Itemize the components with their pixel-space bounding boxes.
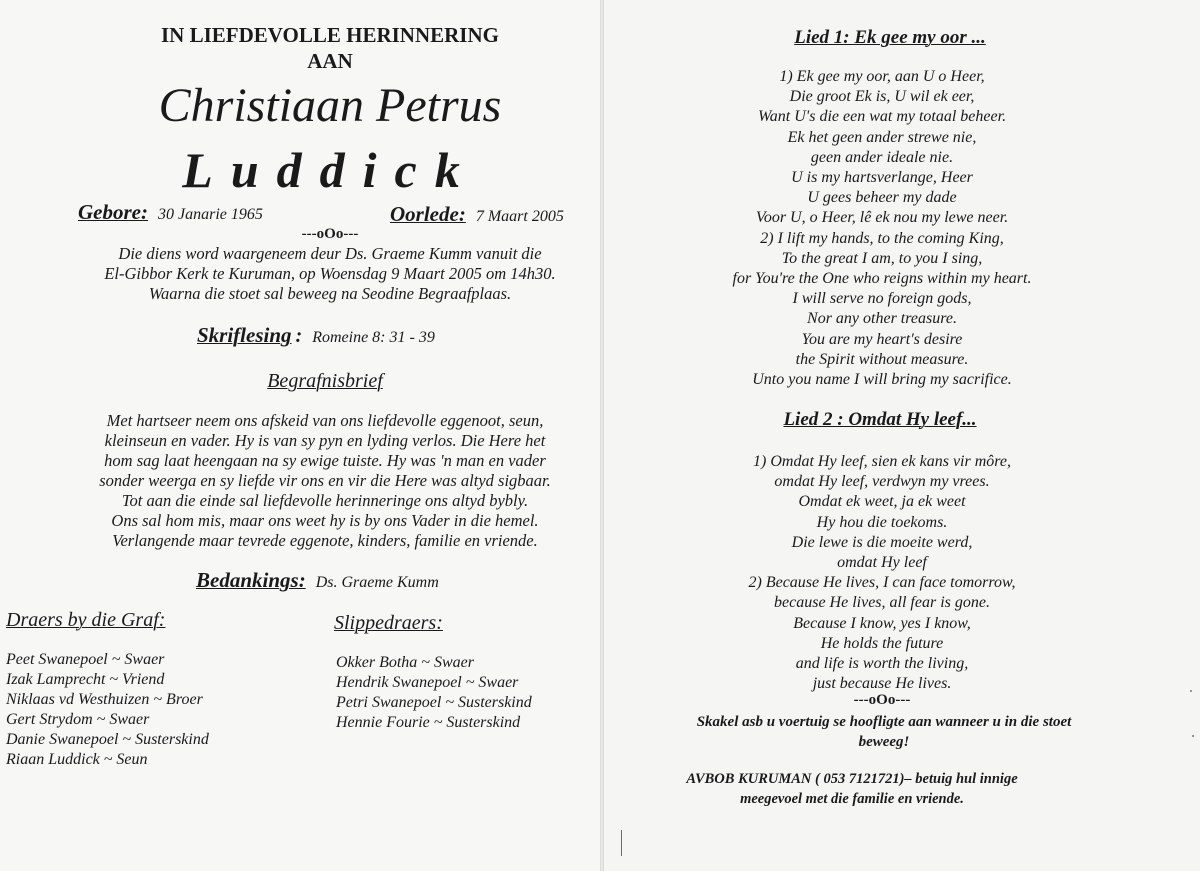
bearer-item: Riaan Luddick ~ Seun xyxy=(6,751,148,768)
headlights-notice xyxy=(584,713,1184,752)
letter-title: Begrafnisbrief xyxy=(267,370,383,392)
thanks-row xyxy=(196,568,439,593)
pall-bearer-item: Okker Botha ~ Swaer xyxy=(336,654,474,671)
service-line: Die diens word waargeneem deur Ds. Graeme Kumm vanuit die xyxy=(118,244,542,263)
pall-bearer-item: Hendrik Swanepoel ~ Swaer xyxy=(336,674,519,691)
notice-line: Skakel asb u voertuig se hoofligte aan wanneer u in die stoet xyxy=(696,714,1072,730)
born-label: Gebore: xyxy=(78,200,148,224)
pall-bearer-item: Hennie Fourie ~ Susterskind xyxy=(336,714,521,731)
right-separator: ---oOo--- xyxy=(853,692,911,708)
song2-line: Die lewe is die moeite werd, xyxy=(791,533,973,551)
song1-line: U is my hartsverlange, Heer xyxy=(791,169,973,187)
service-line: Waarna die stoet sal beweeg na Seodine Begraafplaas. xyxy=(148,284,512,303)
born-date: 30 Janarie 1965 xyxy=(157,206,263,223)
letter-line: hom sag laat heengaan na sy ewige tuiste. Hy was 'n man en vader xyxy=(104,451,546,470)
notice-line: beweeg! xyxy=(858,733,910,750)
song2-line: Omdat ek weet, ja ek weet xyxy=(798,493,966,511)
song2-line: because He lives, all fear is gone. xyxy=(774,594,990,612)
memorial-heading-line1: IN LIEFDEVOLLE HERINNERING xyxy=(161,23,499,47)
song1-line: 1) Ek gee my oor, aan U o Heer, xyxy=(779,68,985,85)
funeral-home-line: meegevoel met die familie en vriende. xyxy=(740,790,964,807)
song1-line: You are my heart's desire xyxy=(801,330,963,348)
song2-title: Lied 2 : Omdat Hy leef... xyxy=(783,409,977,430)
letter-line: Tot aan die einde sal liefdevolle herinneringe ons altyd bybly. xyxy=(121,491,529,510)
reading-row xyxy=(197,323,435,348)
bearers-title: Draers by die Graf: xyxy=(6,609,166,631)
letter-line: Met hartseer neem ons afskeid van ons liefdevolle eggenoot, seun, xyxy=(106,411,544,430)
song2-line: He holds the future xyxy=(820,634,944,652)
died-label: Oorlede: xyxy=(390,202,466,226)
song1-line: U gees beheer my dade xyxy=(807,189,957,207)
song1-line: the Spirit without measure. xyxy=(795,350,969,368)
song2-lyrics xyxy=(582,452,1182,694)
song2-line: 1) Omdat Hy leef, sien ek kans vir môre, xyxy=(753,453,1011,470)
reading-label: Skriflesing xyxy=(197,323,292,347)
scan-mark xyxy=(1190,690,1192,692)
deceased-surname: Luddick xyxy=(182,142,478,198)
reading-value: Romeine 8: 31 - 39 xyxy=(312,329,435,346)
song1-line: Nor any other treasure. xyxy=(807,310,957,328)
funeral-letter xyxy=(0,411,650,551)
funeral-home-note xyxy=(552,770,1152,809)
thanks-label: Bedankings: xyxy=(196,568,306,592)
letter-line: sonder weerga en sy liefde vir ons en vir die Here was altyd sigbaar. xyxy=(99,471,551,490)
pall-bearers-list xyxy=(336,653,532,733)
song1-line: 2) I lift my hands, to the coming King, xyxy=(760,229,1004,247)
song2-title-row xyxy=(580,409,1180,431)
bearer-item: Izak Lamprecht ~ Vriend xyxy=(6,671,165,688)
song2-line: Hy hou die toekoms. xyxy=(816,513,948,531)
memorial-heading-line2: AAN xyxy=(307,49,353,73)
song2-line: omdat Hy leef, verdwyn my vrees. xyxy=(774,473,990,491)
letter-line: Ons sal hom mis, maar ons weet hy is by ons Vader in die hemel. xyxy=(111,511,539,530)
song1-title-row xyxy=(590,27,1190,49)
song2-line: omdat Hy leef xyxy=(837,554,927,572)
died-date: 7 Maart 2005 xyxy=(475,208,564,225)
left-separator: ---oOo--- xyxy=(301,226,359,242)
reading-colon: : xyxy=(295,325,303,347)
song1-line: geen ander ideale nie. xyxy=(810,148,954,166)
song1-line: Die groot Ek is, U wil ek eer, xyxy=(789,88,975,106)
bearer-item: Danie Swanepoel ~ Susterskind xyxy=(6,731,209,748)
deceased-first-names: Christiaan Petrus xyxy=(158,79,502,132)
funeral-home-line: AVBOB KURUMAN ( 053 7121721)– betuig hul innige xyxy=(686,771,1018,787)
song1-line: for You're the One who reigns within my heart. xyxy=(732,270,1032,288)
song1-line: Ek het geen ander strewe nie, xyxy=(787,128,977,146)
bearers-list xyxy=(6,650,209,770)
scan-mark xyxy=(1192,735,1194,737)
song2-line: 2) Because He lives, I can face tomorrow, xyxy=(748,574,1016,592)
letter-line: Verlangende maar tevrede eggenote, kinders, familie en vriende. xyxy=(112,531,538,550)
song1-line: Voor U, o Heer, lê ek nou my lewe neer. xyxy=(755,209,1009,227)
service-details xyxy=(0,244,660,304)
song2-line: and life is worth the living, xyxy=(795,655,969,673)
service-line: El-Gibbor Kerk te Kuruman, op Woensdag 9 Maart 2005 om 14h30. xyxy=(104,264,556,283)
bearer-item: Peet Swanepoel ~ Swaer xyxy=(6,651,165,668)
song1-lyrics xyxy=(582,67,1182,390)
letter-line: kleinseun en vader. Hy is van sy pyn en lyding verlos. Die Here het xyxy=(104,431,546,450)
song1-line: I will serve no foreign gods, xyxy=(792,290,972,308)
thanks-value: Ds. Graeme Kumm xyxy=(315,574,439,591)
song1-line: Unto you name I will bring my sacrifice. xyxy=(752,371,1012,389)
letter-title-row xyxy=(0,370,650,393)
pall-bearers-title: Slippedraers: xyxy=(334,612,443,634)
memorial-heading xyxy=(0,22,660,74)
song2-line: just because He lives. xyxy=(812,675,952,693)
song2-line: Because I know, yes I know, xyxy=(793,614,971,632)
song1-title: Lied 1: Ek gee my oor ... xyxy=(794,27,986,48)
died-row xyxy=(390,202,564,227)
pall-bearer-item: Petri Swanepoel ~ Susterskind xyxy=(336,694,532,711)
song1-line: To the great I am, to you I sing, xyxy=(781,249,983,267)
bearer-item: Niklaas vd Westhuizen ~ Broer xyxy=(6,691,203,708)
scan-mark xyxy=(621,830,622,856)
song1-line: Want U's die een wat my totaal beheer. xyxy=(757,108,1007,126)
born-row xyxy=(78,200,263,225)
bearer-item: Gert Strydom ~ Swaer xyxy=(6,711,150,728)
